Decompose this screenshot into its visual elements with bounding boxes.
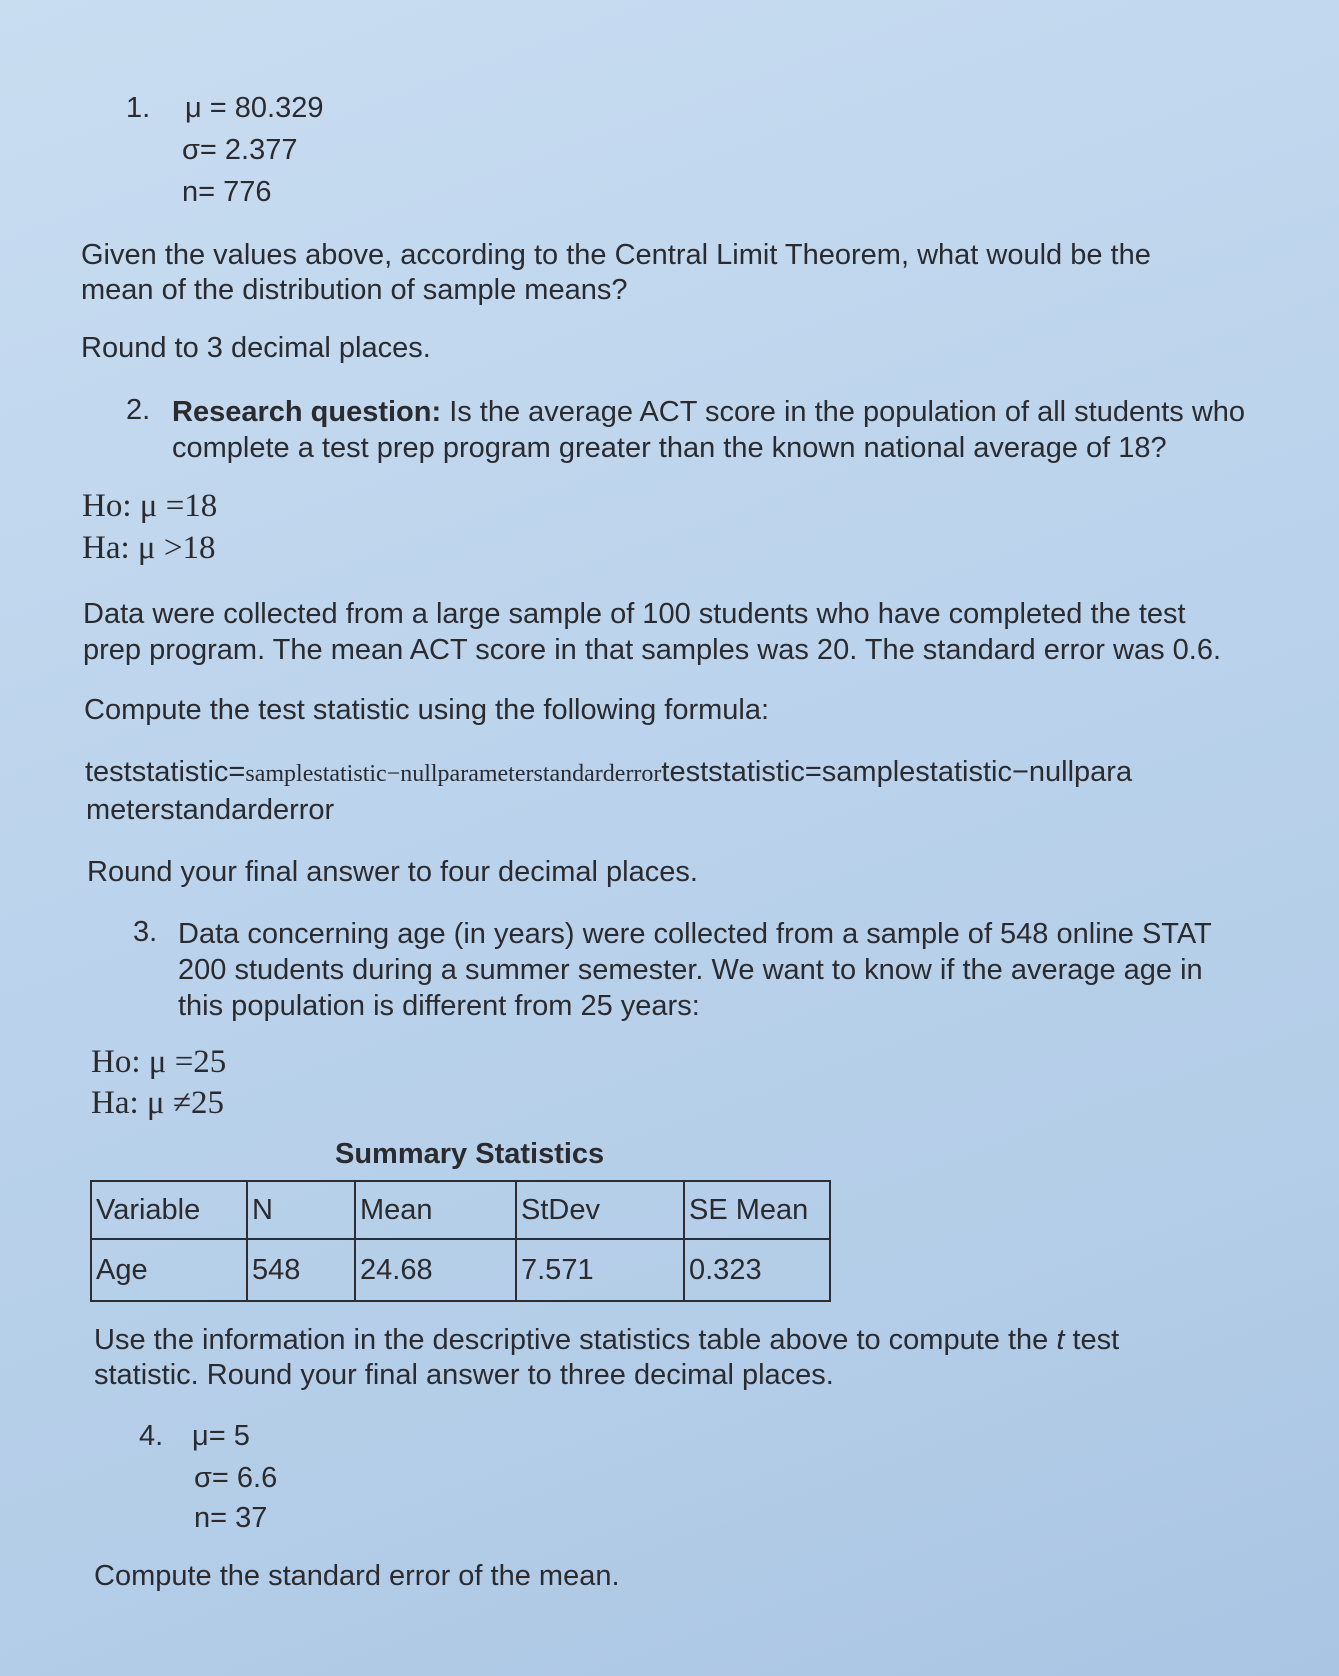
q1-text-line2: mean of the distribution of sample means? xyxy=(81,274,628,306)
q3-h0: Ho: μ =25 xyxy=(91,1044,227,1080)
table-title: Summary Statistics xyxy=(335,1138,605,1170)
table-row xyxy=(91,1239,830,1301)
q2-question-line1 xyxy=(172,394,1245,430)
q2-formula-c: teststatistic=samplestatistic−nullpara xyxy=(661,756,1133,788)
q1-text-line1: Given the values above, according to the Central Limit Theorem, what would be the xyxy=(81,239,1151,271)
q3-use-end: test xyxy=(1064,1324,1120,1356)
q1-sigma: σ= 2.377 xyxy=(182,134,298,166)
cell-n: 548 xyxy=(247,1239,355,1301)
q3-use-italic: t xyxy=(1056,1324,1065,1356)
q2-bold-label: Research question: xyxy=(172,396,442,428)
q3-text-line1: Data concerning age (in years) were collected from a sample of 548 online STAT xyxy=(178,918,1212,950)
cell-stdev: 7.571 xyxy=(516,1239,684,1301)
header-stdev: StDev xyxy=(516,1181,684,1239)
header-mean: Mean xyxy=(355,1181,516,1239)
q3-text-line2: 200 students during a summer semester. We want to know if the average age in xyxy=(178,954,1203,986)
q1-round: Round to 3 decimal places. xyxy=(81,332,431,364)
q2-data-line2: prep program. The mean ACT score in that samples was 20. The standard error was 0.6. xyxy=(83,634,1222,666)
q4-compute: Compute the standard error of the mean. xyxy=(94,1560,620,1592)
q2-round: Round your final answer to four decimal places. xyxy=(87,856,698,888)
header-n: N xyxy=(247,1181,355,1239)
q3-text-line3: this population is different from 25 years: xyxy=(178,990,700,1022)
q2-ha: Ha: μ >18 xyxy=(82,530,216,566)
q1-mu: μ = 80.329 xyxy=(185,92,324,124)
q2-formula-line2: meterstandarderror xyxy=(86,794,335,826)
q3-number: 3. xyxy=(133,916,158,948)
q2-question-text: Is the average ACT score in the population of all students who xyxy=(441,396,1246,428)
q3-use-line2: statistic. Round your final answer to three decimal places. xyxy=(94,1359,834,1391)
q1-number: 1. xyxy=(126,92,151,124)
q4-number: 4. xyxy=(139,1420,164,1452)
table-header-row xyxy=(91,1181,830,1239)
cell-variable: Age xyxy=(91,1239,247,1301)
q1-n: n= 776 xyxy=(182,176,272,208)
q2-compute: Compute the test statistic using the following formula: xyxy=(84,694,770,726)
q3-ha: Ha: μ ≠25 xyxy=(91,1085,224,1121)
q3-use-line1 xyxy=(94,1322,1119,1358)
q2-formula-line1 xyxy=(85,754,1132,792)
q4-mu: μ= 5 xyxy=(192,1420,250,1452)
q2-data-line1: Data were collected from a large sample of 100 students who have completed the test xyxy=(83,598,1186,630)
q2-h0: Ho: μ =18 xyxy=(82,488,218,524)
q2-question-line2: complete a test prep program greater than the known national average of 18? xyxy=(172,432,1167,464)
q4-sigma: σ= 6.6 xyxy=(194,1462,278,1494)
header-variable: Variable xyxy=(91,1181,247,1239)
cell-mean: 24.68 xyxy=(355,1239,516,1301)
summary-statistics-table xyxy=(90,1180,831,1302)
q2-formula-a: teststatistic= xyxy=(85,756,246,788)
q2-number: 2. xyxy=(126,394,151,426)
header-se-mean: SE Mean xyxy=(684,1181,830,1239)
q4-n: n= 37 xyxy=(194,1502,268,1534)
q3-use-text: Use the information in the descriptive statistics table above to compute the xyxy=(94,1324,1057,1356)
cell-se-mean: 0.323 xyxy=(684,1239,830,1301)
q2-formula-b: samplestatistic−nullparameterstandarderror xyxy=(245,761,662,787)
